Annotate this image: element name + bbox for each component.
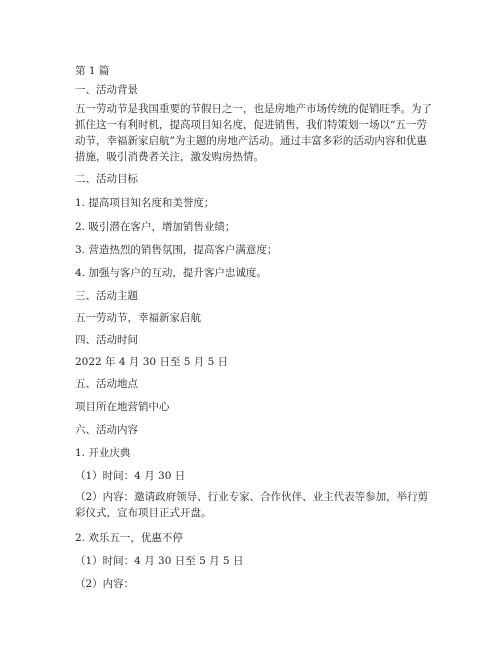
time-text: 2022 年 4 月 30 日至 5 月 5 日 xyxy=(75,356,229,368)
section-heading-background: 一、活动背景 xyxy=(75,84,138,96)
section-body-background: 五一劳动节是我国重要的节假日之一，也是房地产市场传统的促销旺季。为了抓住这一有利时机，提高项目知名度，促进销售，我们特策划一场以“五一劳动节，幸福新家启航”为主题的房地产活动。通过丰富多彩的活动内容和优惠措施，吸引消费者关注，激发购房热情。 xyxy=(75,103,432,163)
goal-item-4: 4. 加强与客户的互动，提升客户忠诚度。 xyxy=(75,267,267,279)
section-heading-goals: 二、活动目标 xyxy=(75,173,138,185)
content-item-1-details: （2）内容：邀请政府领导、行业专家、合作伙伴、业主代表等参加，举行剪彩仪式，宣布项目正式开盘。 xyxy=(75,491,429,519)
content-item-1-title: 1. 开业庆典 xyxy=(75,447,131,459)
goal-item-2: 2. 吸引潜在客户，增加销售业绩； xyxy=(75,221,236,233)
theme-text: 五一劳动节，幸福新家启航 xyxy=(75,312,201,324)
section-heading-place: 五、活动地点 xyxy=(75,378,138,390)
section-heading-theme: 三、活动主题 xyxy=(75,290,138,302)
content-item-1-time: （1）时间：4 月 30 日 xyxy=(75,470,186,482)
page-label: 第 1 篇 xyxy=(75,65,110,77)
goal-item-3: 3. 营造热烈的销售氛围，提高客户满意度； xyxy=(75,244,278,256)
section-heading-time: 四、活动时间 xyxy=(75,334,138,346)
content-item-2-details: （2）内容： xyxy=(75,578,135,590)
goal-item-1: 1. 提高项目知名度和美誉度； xyxy=(75,197,215,209)
content-item-2-title: 2. 欢乐五一，优惠不停 xyxy=(75,532,183,544)
content-item-2-time: （1）时间：4 月 30 日至 5 月 5 日 xyxy=(75,555,244,567)
section-heading-content: 六、活动内容 xyxy=(75,424,138,436)
place-text: 项目所在地营销中心 xyxy=(75,401,170,413)
